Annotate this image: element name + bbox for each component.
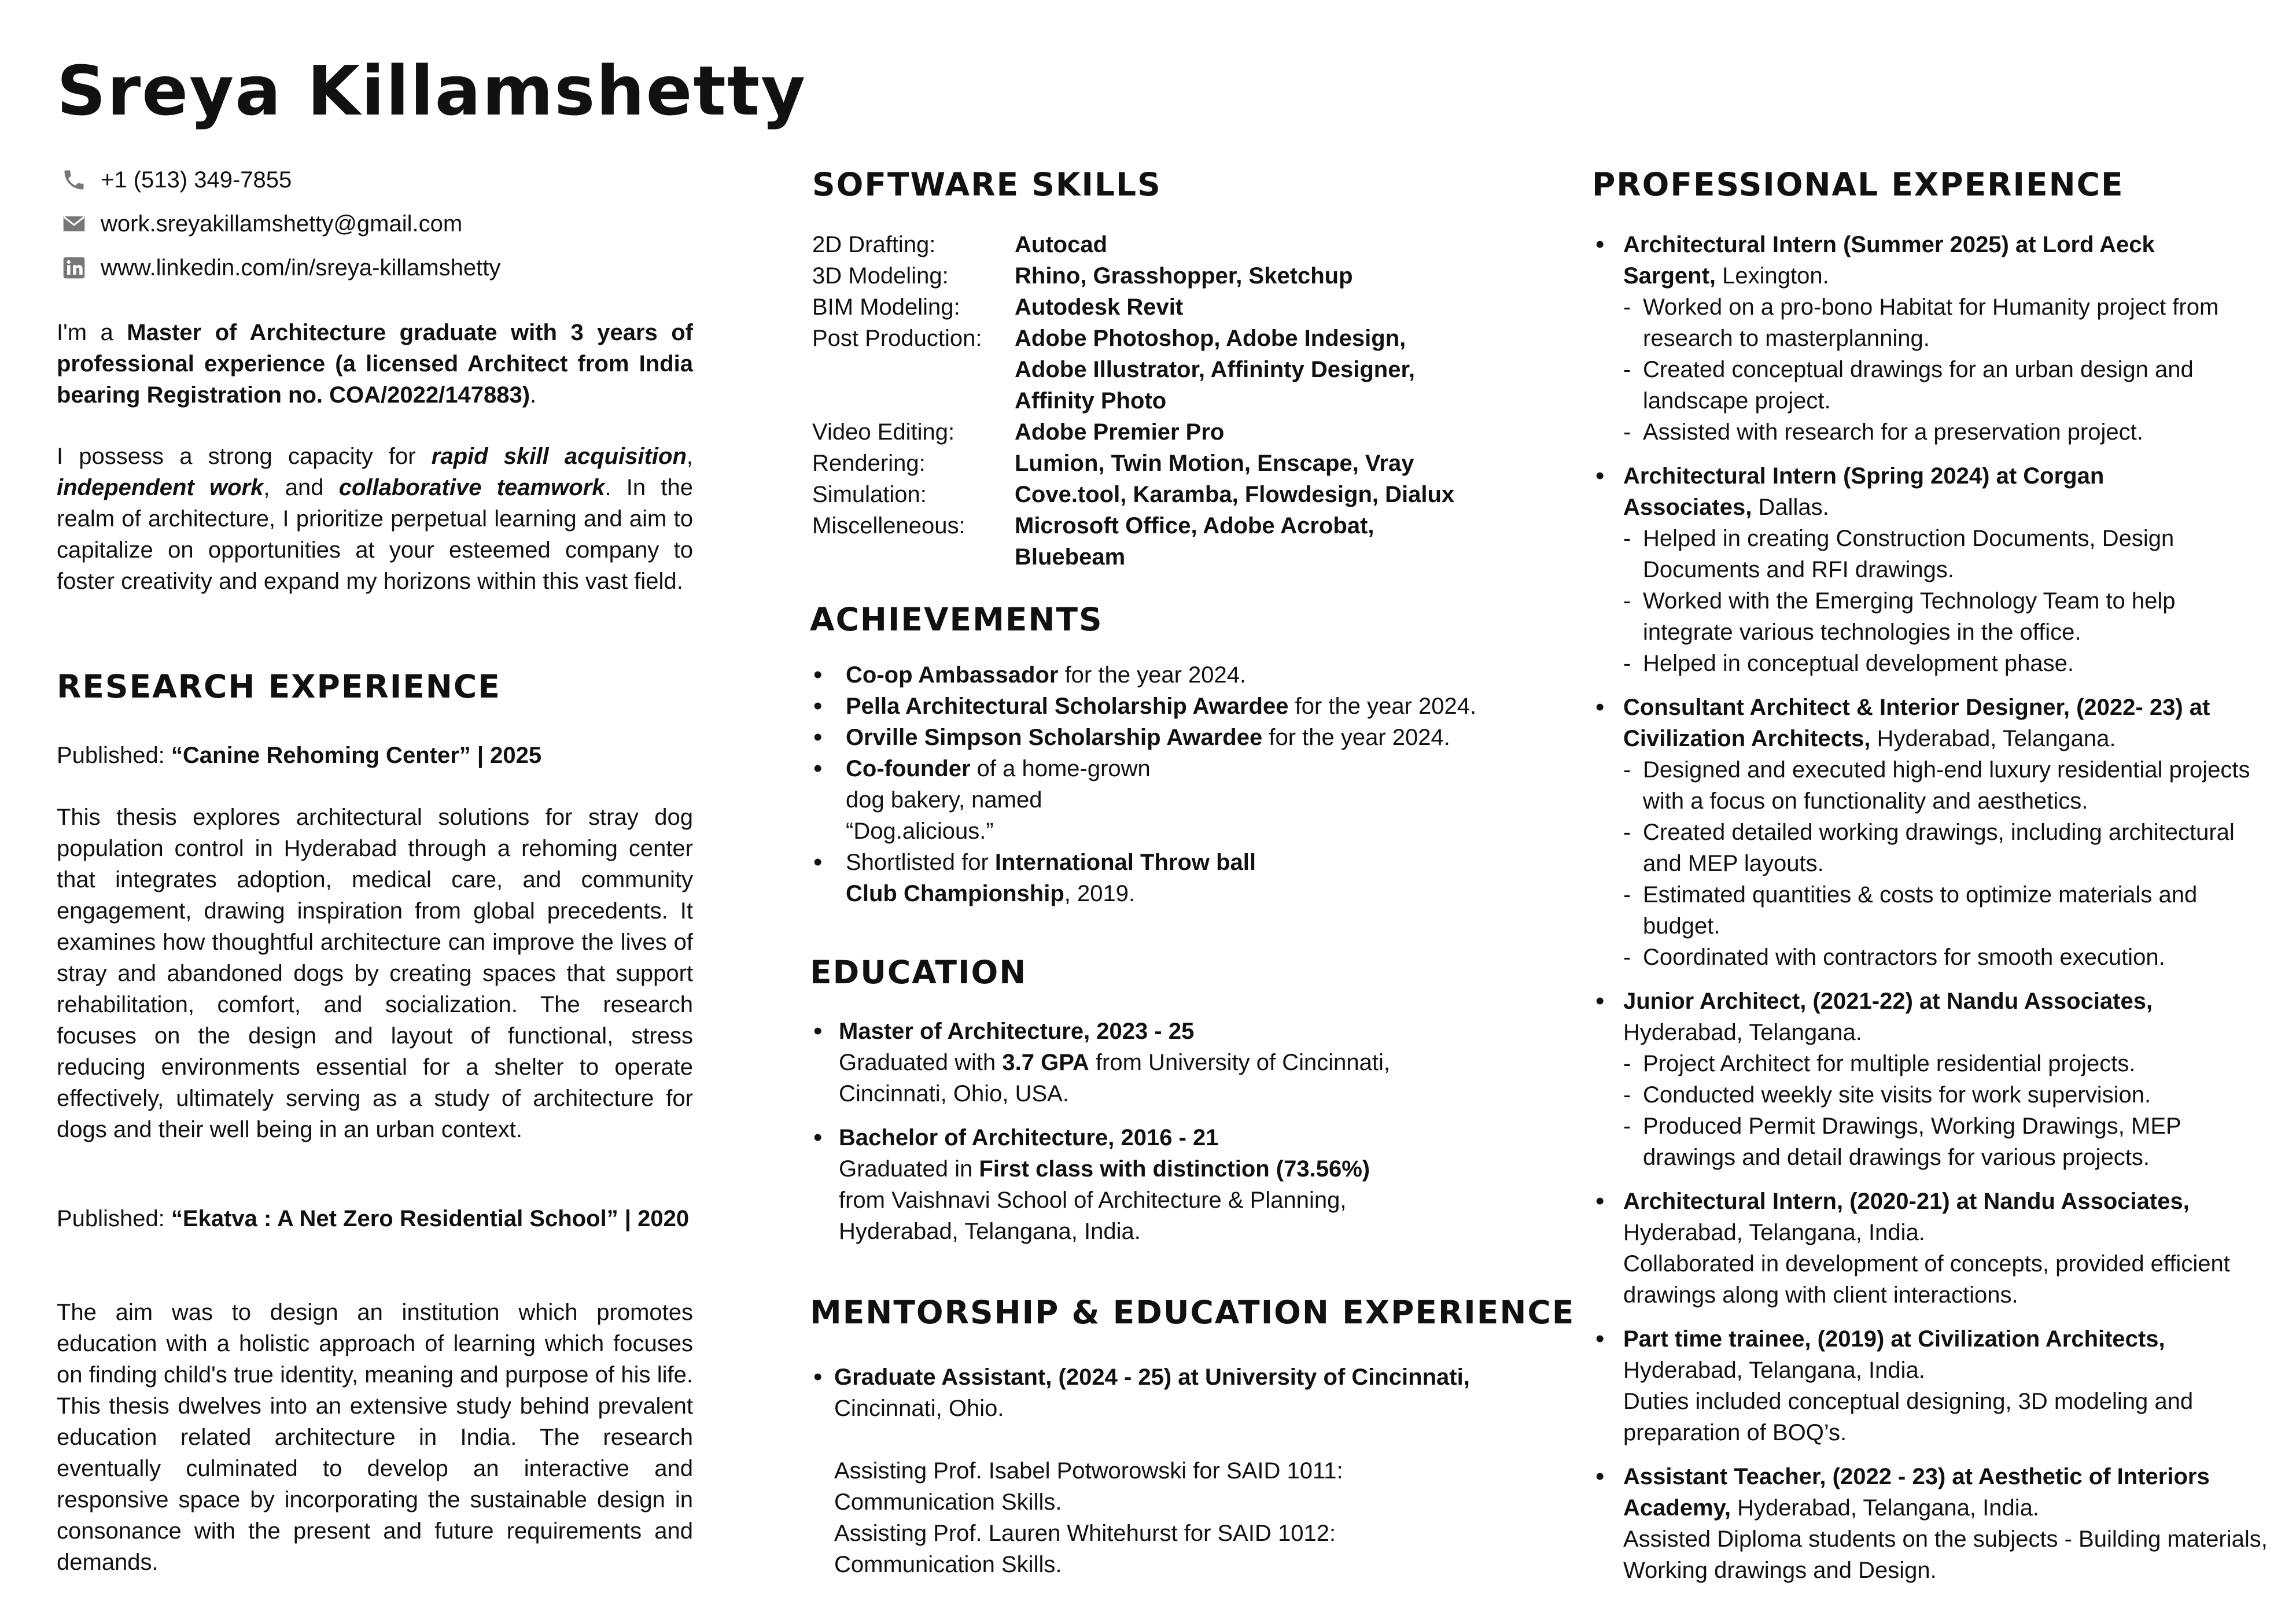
education-heading: EDUCATION	[810, 954, 1027, 991]
job-item: • Assistant Teacher, (2022 - 23) at Aesthetic of Interiors Academy, Hyderabad, Telangana, India. Assisted Diploma students on the subjects - Building materials, Working drawings and Design.	[1592, 1461, 2269, 1586]
job-bullet: - Helped in creating Construction Documents, Design Documents and RFI drawings.	[1623, 523, 2269, 585]
job-item: • Consultant Architect & Interior Designer, (2022- 23) at Civilization Architects, Hyderabad, Telangana. - Designed and executed high-end luxury residential projects with a focus on functionality and aesthetics. - Created detailed working drawings, including architectural and MEP layouts. - Estimated quantities & costs to optimize materials and budget. - Coordinated with contractors for smooth execution.	[1592, 692, 2269, 973]
skill-row: 3D Modeling: Rhino, Grasshopper, Sketchup	[812, 263, 1353, 289]
contact-phone[interactable]	[61, 164, 693, 196]
job-item: • Architectural Intern (Summer 2025) at Lord Aeck Sargent, Lexington. - Worked on a pro-bono Habitat for Humanity project from research to masterplanning. - Created conceptual drawings for an urban design and landscape project. - Assisted with research for a preservation project.	[1592, 229, 2269, 448]
job-bullet: - Created detailed working drawings, including architectural and MEP layouts.	[1623, 817, 2269, 879]
job-bullet: - Estimated quantities & costs to optimize materials and budget.	[1623, 879, 2269, 942]
phone-text: +1 (513) 349-7855	[101, 167, 292, 193]
skill-row: 2D Drafting: Autocad	[812, 232, 1107, 257]
skill-row: Simulation: Cove.tool, Karamba, Flowdesign, Dialux	[812, 482, 1455, 507]
software-heading: SOFTWARE SKILLS	[812, 166, 1162, 203]
job-description: Duties included conceptual designing, 3D modeling and preparation of BOQ’s.	[1623, 1389, 2194, 1445]
email-text: work.sreyakillamshetty@gmail.com	[101, 211, 463, 237]
skill-row: BIM Modeling: Autodesk Revit	[812, 294, 1184, 320]
job-item: • Architectural Intern (Spring 2024) at Corgan Associates, Dallas. - Helped in creating Construction Documents, Design Documents and RFI drawings. - Worked with the Emerging Technology Team to help integrate various technologies in the office. - Helped in conceptual development phase.	[1592, 460, 2269, 679]
publication-2-title: Published: “Ekatva : A Net Zero Residential School” | 2020	[57, 1206, 690, 1231]
phone-icon	[61, 167, 87, 193]
professional-heading: PROFESSIONAL EXPERIENCE	[1592, 166, 2124, 203]
achievements-list	[810, 659, 1510, 909]
skill-row: Post Production: Adobe Photoshop, Adobe Indesign, Adobe Illustrator, Affininty Designer, Affinity Photo	[812, 326, 1415, 414]
mentorship-heading: MENTORSHIP & EDUCATION EXPERIENCE	[810, 1294, 1575, 1331]
list-item: • Co-founder of a home-grown dog bakery, named “Dog.alicious.”	[810, 753, 1170, 847]
job-bullet: - Assisted with research for a preservation project.	[1623, 416, 2269, 448]
skill-row: Rendering: Lumion, Twin Motion, Enscape, Vray	[812, 451, 1414, 476]
job-bullet: - Worked on a pro-bono Habitat for Humanity project from research to masterplanning.	[1623, 292, 2269, 354]
job-description: Collaborated in development of concepts, provided efficient drawings along with client interactions.	[1623, 1251, 2230, 1308]
publication-1-title: Published: “Canine Rehoming Center” | 2025	[57, 743, 542, 768]
job-bullet: - Produced Permit Drawings, Working Drawings, MEP drawings and detail drawings for various projects.	[1623, 1111, 2269, 1173]
list-item: • Graduate Assistant, (2024 - 25) at University of Cincinnati, Cincinnati, Ohio. Assisting Prof. Isabel Potworowski for SAID 1011: Communication Skills. Assisting Prof. Lauren Whitehurst for SAID 1012: Communication Skills.	[810, 1362, 1533, 1580]
linkedin-icon	[61, 255, 87, 281]
job-bullet: - Conducted weekly site visits for work supervision.	[1623, 1079, 2269, 1111]
job-item: • Architectural Intern, (2020-21) at Nandu Associates, Hyderabad, Telangana, India. Collaborated in development of concepts, provided efficient drawings along with client interactions.	[1592, 1186, 2269, 1311]
software-list	[812, 229, 1533, 573]
job-bullet: - Helped in conceptual development phase.	[1623, 648, 2269, 679]
achievements-heading: ACHIEVEMENTS	[810, 601, 1103, 638]
contact-info	[57, 164, 693, 283]
contact-email[interactable]	[61, 208, 693, 239]
mail-icon	[61, 211, 87, 237]
contact-linkedin[interactable]	[61, 252, 693, 283]
professional-list	[1592, 229, 2269, 1599]
job-item: • Part time trainee, (2019) at Civilization Architects, Hyderabad, Telangana, India. Duties included conceptual designing, 3D modeling and preparation of BOQ’s.	[1592, 1323, 2269, 1448]
list-item: • Pella Architectural Scholarship Awardee for the year 2024.	[810, 691, 1510, 722]
skill-row: Video Editing: Adobe Premier Pro	[812, 419, 1225, 445]
intro-paragraph-2: I possess a strong capacity for rapid skill acquisition, independent work, and collaborative teamwork. In the realm of architecture, I prioritize perpetual learning and aim to capitalize on opportunities at your esteemed company to foster creativity and expand my horizons within this vast field.	[57, 444, 694, 594]
job-item: • Junior Architect, (2021-22) at Nandu Associates, Hyderabad, Telangana. - Project Architect for multiple residential projects. - Conducted weekly site visits for work supervision. - Produced Permit Drawings, Working Drawings, MEP drawings and detail drawings for various projects.	[1592, 986, 2269, 1173]
job-description: Assisted Diploma students on the subjects - Building materials, Working drawings and Design.	[1623, 1526, 2268, 1583]
intro-paragraph-1: I'm a Master of Architecture graduate with 3 years of professional experience (a licensed Architect from India bearing Registration no. COA/2022/147883).	[57, 320, 693, 408]
skill-row: Miscelleneous: Microsoft Office, Adobe Acrobat, Bluebeam	[812, 513, 1374, 570]
job-bullet: - Designed and executed high-end luxury residential projects with a focus on functionality and aesthetics.	[1623, 754, 2269, 817]
job-bullet: - Coordinated with contractors for smooth execution.	[1623, 942, 2269, 973]
resume-name: Sreya Killamshetty	[57, 51, 807, 131]
job-bullet: - Created conceptual drawings for an urban design and landscape project.	[1623, 354, 2269, 416]
list-item: • Shortlisted for International Throw ball Club Championship, 2019.	[810, 847, 1309, 909]
job-bullet: - Worked with the Emerging Technology Team to help integrate various technologies in the office.	[1623, 585, 2269, 648]
list-item: • Orville Simpson Scholarship Awardee for the year 2024.	[810, 722, 1510, 753]
linkedin-text: www.linkedin.com/in/sreya-killamshetty	[101, 255, 501, 281]
list-item: • Co-op Ambassador for the year 2024.	[810, 659, 1510, 691]
publication-1-abstract: This thesis explores architectural solutions for stray dog population control in Hyderabad through a rehoming center that integrates adoption, medical care, and community engagement, drawing inspiration from global precedents. It examines how thoughtful architecture can improve the lives of stray and abandoned dogs by creating spaces that support rehabilitation, comfort, and socialization. The research focuses on the design and layout of functional, stress reducing environments essential for a shelter to operate effectively, ultimately serving as a study of architecture for dogs and their well being in an urban context.	[57, 805, 693, 1142]
education-list	[810, 1016, 1533, 1247]
job-bullet: - Project Architect for multiple residential projects.	[1623, 1048, 2269, 1079]
publication-2-abstract: The aim was to design an institution which promotes education with a holistic approach of learning which focuses on finding child's true identity, meaning and purpose of his life. This thesis dwelves into an extensive study behind prevalent education related architecture in India. The research eventually culminated to develop an interactive and responsive space by incorporating the sustainable design in consonance with the present and future requirements and demands.	[57, 1300, 693, 1575]
list-item: • Master of Architecture, 2023 - 25 Graduated with 3.7 GPA from University of Cincinnati, Cincinnati, Ohio, USA.	[810, 1016, 1533, 1109]
list-item: • Bachelor of Architecture, 2016 - 21 Graduated in First class with distinction (73.56%) from Vaishnavi School of Architecture & Planning, Hyderabad, Telangana, India.	[810, 1122, 1533, 1247]
mentorship-list	[810, 1362, 1533, 1580]
research-heading: RESEARCH EXPERIENCE	[57, 668, 501, 705]
